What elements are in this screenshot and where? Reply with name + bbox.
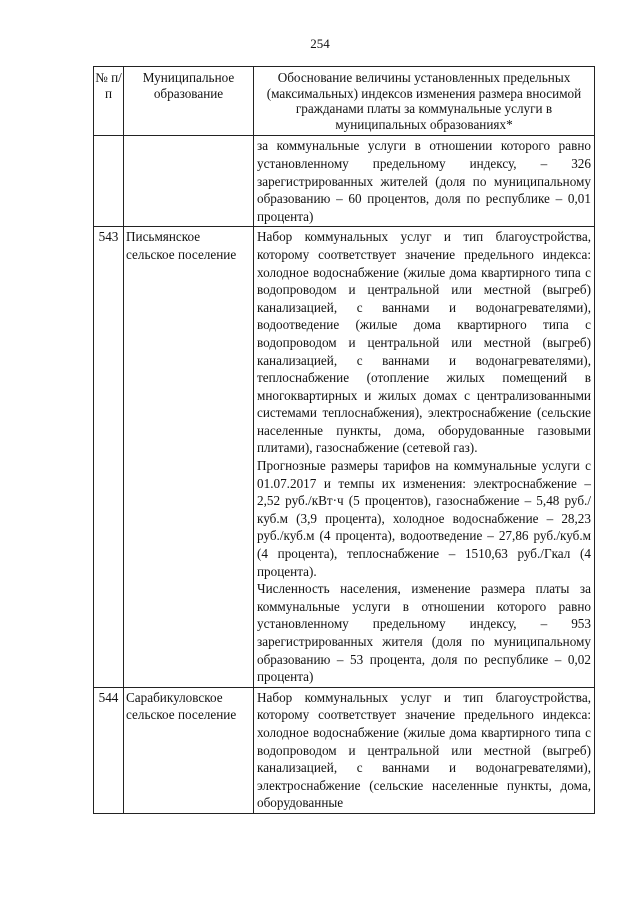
row-number: 544 bbox=[94, 687, 124, 813]
row-municipality bbox=[124, 136, 254, 227]
justification-paragraph: Набор коммунальных услуг и тип благоустройства, которому соответствует значение предельного индекса: холодное водоснабжение (жилые дома квартирного типа с водопроводом и центральной или местной (выгреб) канализацией, с ваннами и водонагревателями), водоотведение (жилые дома квартирного типа с водопроводом и центральной или местной (выгреб) канализацией, с ваннами и водонагревателями), теплоснабжение (отопление жилых помещений в многоквартирных и жилых домах с централизованными системами теплоснабжения), электроснабжение (сельские населенные пункты, дома, оборудованные газовыми плитами), газоснабжение (сетевой газ). bbox=[257, 229, 591, 456]
row-justification bbox=[254, 227, 595, 687]
row-justification bbox=[254, 687, 595, 813]
row-number: 543 bbox=[94, 227, 124, 687]
justification-paragraph: Численность населения, изменение размера платы за коммунальные услуги в отношении которого равно установленному предельному индексу, – 953 зарегистрированных жителя (доля по муниципальному образованию – 53 процента, доля по республике – 0,02 процента) bbox=[257, 581, 591, 685]
justification-paragraph: Прогнозные размеры тарифов на коммунальные услуги с 01.07.2017 и темпы их изменения: электроснабжение – 2,52 руб./кВт·ч (5 процентов), газоснабжение – 5,48 руб./куб.м (3,9 процента), холодное водоснабжение – 28,23 руб./куб.м (4 процента), водоотведение – 27,86 руб./куб.м (4 процента), теплоснабжение – 1510,63 руб./Гкал (4 процента). bbox=[257, 458, 591, 579]
justification-paragraph: за коммунальные услуги в отношении которого равно установленному предельному индексу, – 326 зарегистрированных жителей (доля по муниципальному образованию – 60 процентов, доля по республике – 0,01 процента) bbox=[257, 138, 591, 224]
header-municipality: Муниципальное образование bbox=[124, 67, 254, 136]
table-header-row bbox=[94, 67, 595, 136]
justification-paragraph: Набор коммунальных услуг и тип благоустройства, которому соответствует значение предельного индекса: холодное водоснабжение (жилые дома квартирного типа с водопроводом и центральной или местной (выгреб) канализацией, с ваннами и водонагревателями), электроснабжение (сельские населенные пункты, дома, оборудованные bbox=[257, 689, 591, 811]
page-number: 254 bbox=[310, 36, 330, 51]
row-number bbox=[94, 136, 124, 227]
table-row bbox=[94, 136, 595, 227]
municipal-index-table bbox=[93, 66, 595, 814]
table-row bbox=[94, 227, 595, 687]
row-municipality: Письмянское сельское поселение bbox=[124, 227, 254, 687]
row-municipality: Сарабикуловское сельское поселение bbox=[124, 687, 254, 813]
table-row bbox=[94, 687, 595, 813]
row-justification bbox=[254, 136, 595, 227]
header-num: № п/п bbox=[94, 67, 124, 136]
header-justification: Обоснование величины установленных предельных (максимальных) индексов изменения размера вносимой гражданами платы за коммунальные услуги в муниципальных образованиях* bbox=[254, 67, 595, 136]
